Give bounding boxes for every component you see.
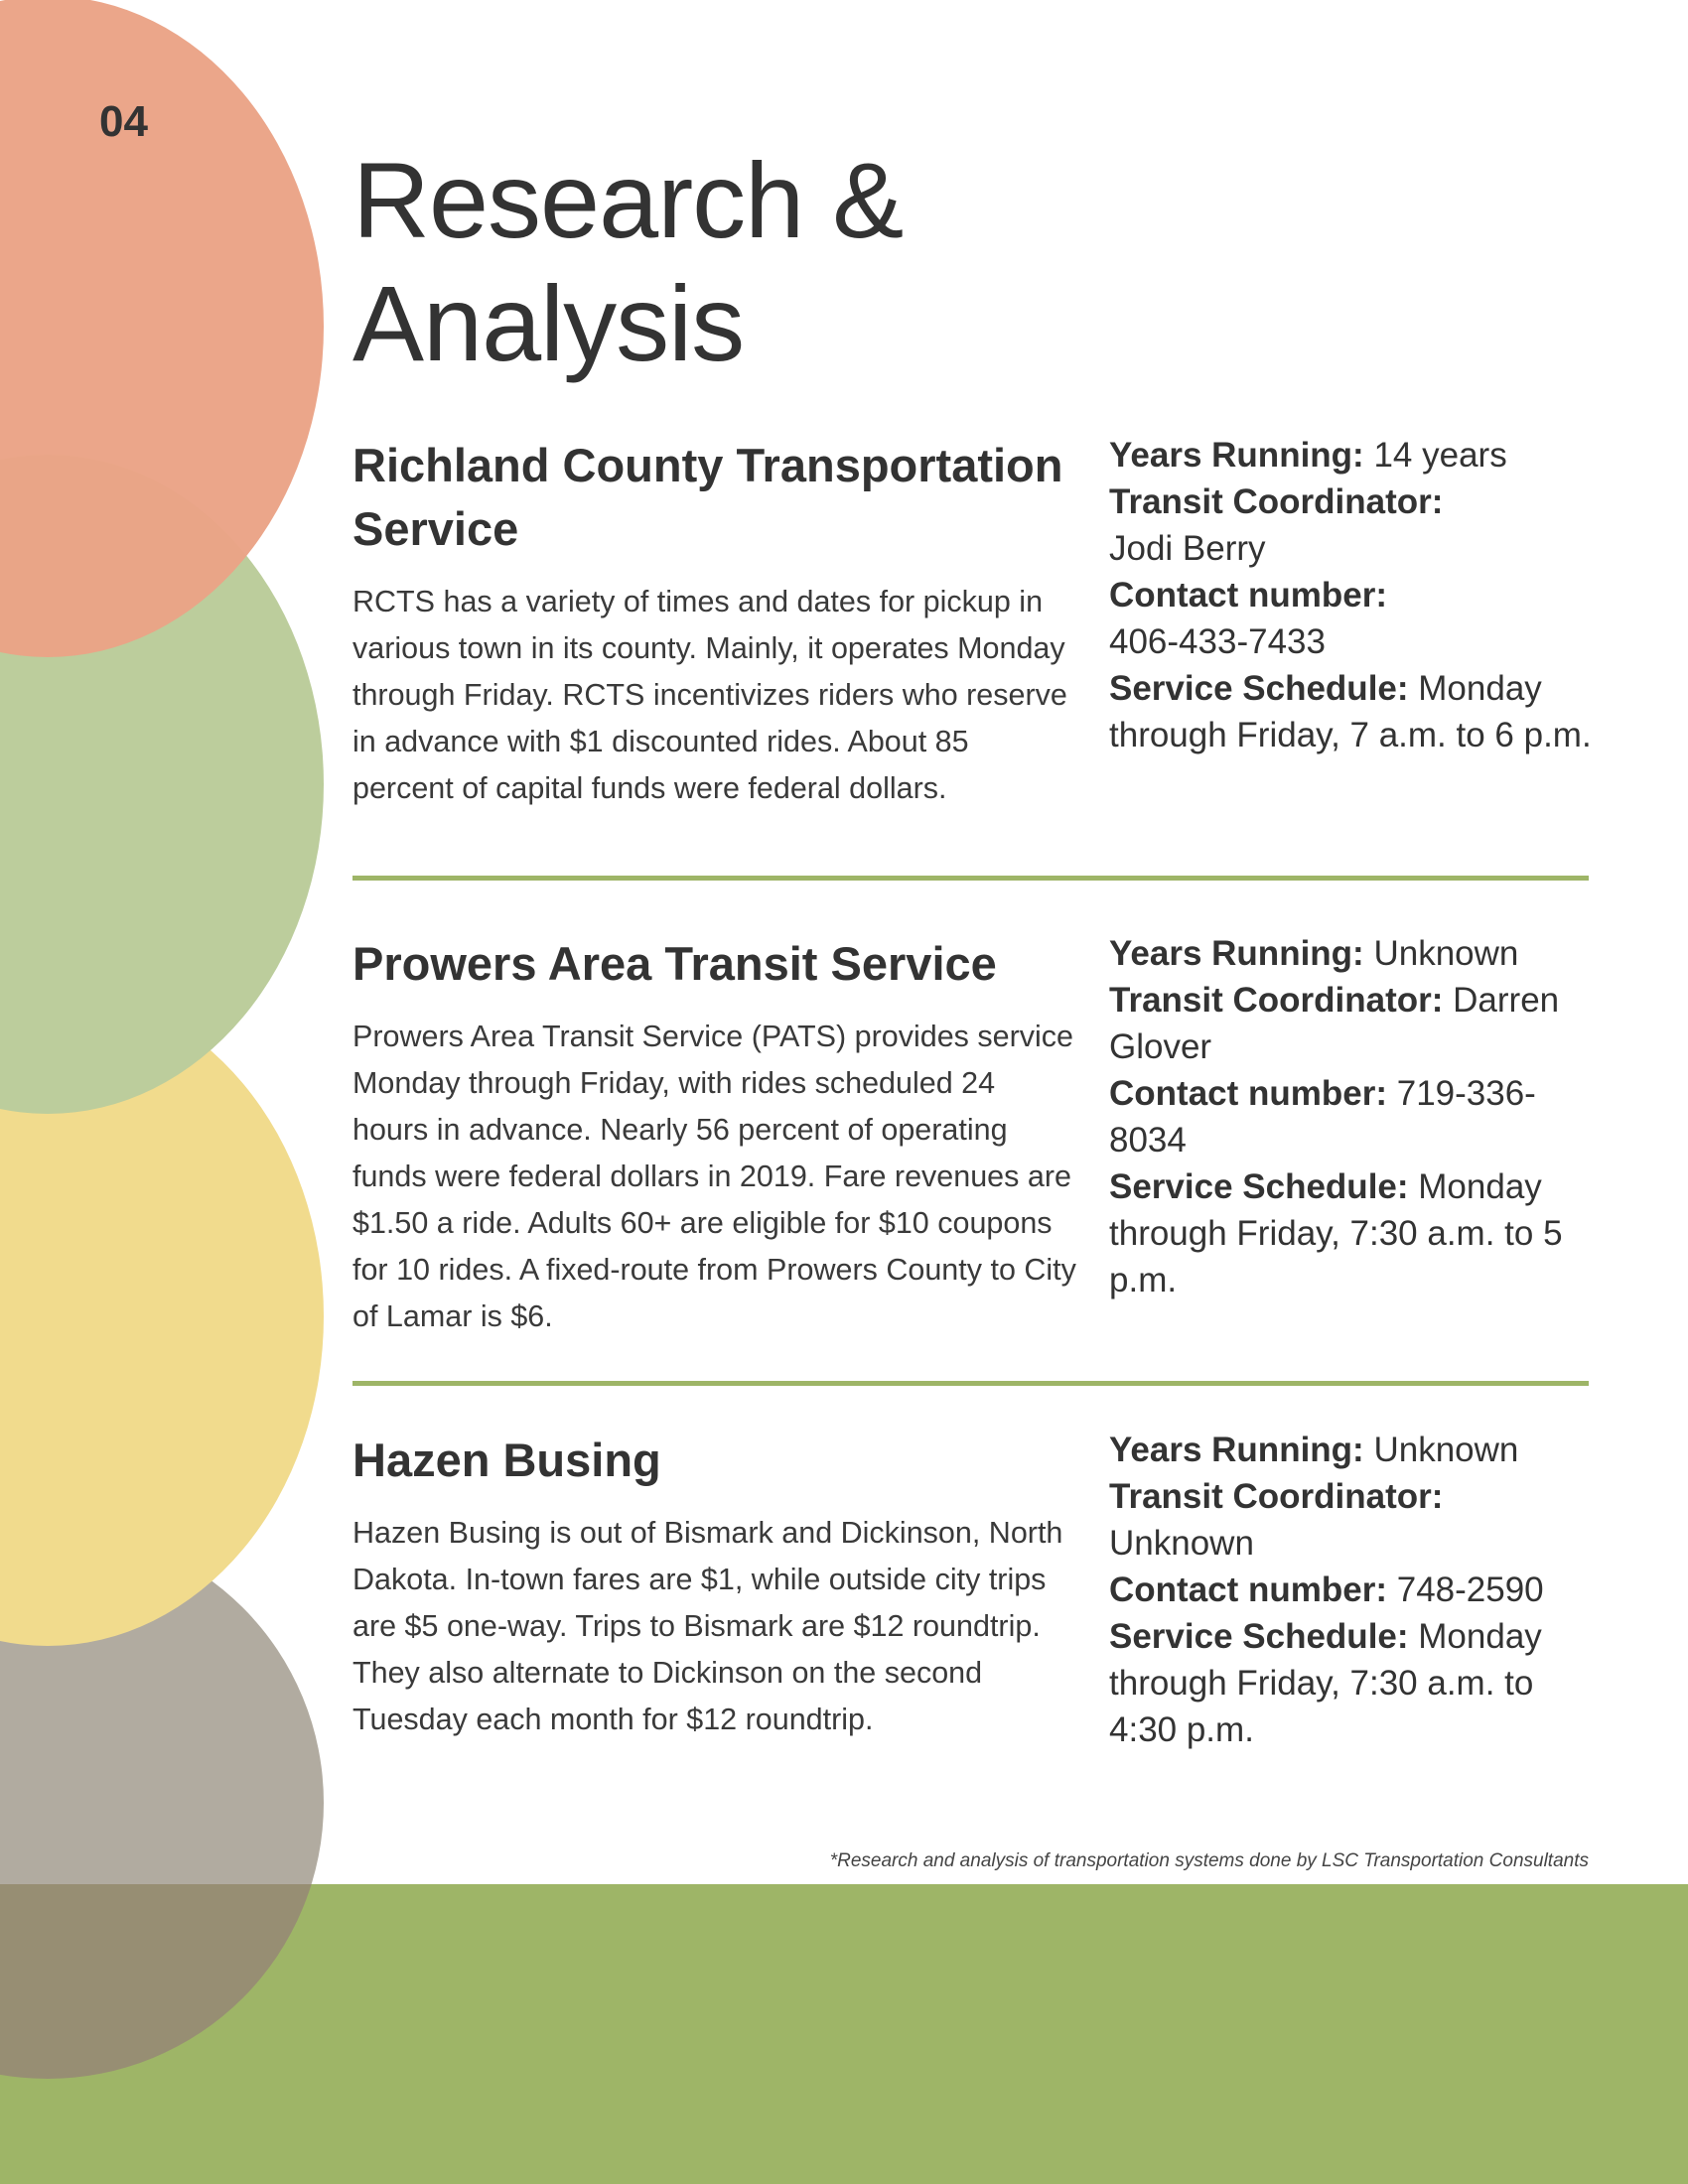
decorative-gray-overlap: [0, 1884, 324, 2184]
section-hazen-busing: [352, 1429, 1589, 1749]
transit-coordinator-value: Unknown: [1109, 1524, 1254, 1563]
section-heading: Hazen Busing: [352, 1433, 661, 1486]
transit-coordinator-label: Transit Coordinator:: [1109, 482, 1444, 521]
transit-coordinator-value: Jodi Berry: [1109, 529, 1266, 568]
section-description: RCTS has a variety of times and dates for pickup in various town in its county. Mainly, it operates Monday through Friday. RCTS incentivizes riders who reserve in advance with $1 discounted rides. About 85 percent of capital funds were federal dollars.: [352, 585, 1067, 805]
section-details: [1109, 930, 1596, 1303]
years-running-label: Years Running:: [1109, 934, 1364, 973]
page-title-line2: Analysis: [352, 263, 745, 383]
section-description: Prowers Area Transit Service (PATS) provides service Monday through Friday, with rides scheduled 24 hours in advance. Nearly 56 percent of operating funds were federal dollars in 2019. Fare revenues are $1.50 a ride. Adults 60+ are eligible for $10 coupons for 10 rides. A fixed-route from Prowers County to City of Lamar is $6.: [352, 1020, 1076, 1333]
service-schedule-value: Monday through Friday, 7:30 a.m. to 5 p.m.: [1109, 1167, 1563, 1299]
transit-coordinator-value: Darren Glover: [1109, 981, 1560, 1066]
section-heading: Prowers Area Transit Service: [352, 937, 997, 990]
contact-number-value: 406-433-7433: [1109, 622, 1326, 661]
service-schedule-value: Monday through Friday, 7:30 a.m. to 4:30 p.m.: [1109, 1617, 1542, 1749]
transit-coordinator-label: Transit Coordinator:: [1109, 981, 1444, 1020]
years-running-label: Years Running:: [1109, 436, 1364, 475]
footnote: *Research and analysis of transportation systems done by LSC Transportation Consultants: [829, 1850, 1589, 1871]
years-running-value: 14 years: [1373, 436, 1507, 475]
contact-number-value: 748-2590: [1396, 1570, 1544, 1609]
section-details: [1109, 1427, 1596, 1753]
section-divider: [352, 1381, 1589, 1386]
years-running-value: Unknown: [1373, 1431, 1519, 1469]
years-running-value: Unknown: [1373, 934, 1519, 973]
contact-number-label: Contact number:: [1109, 1570, 1387, 1609]
section-divider: [352, 876, 1589, 881]
contact-number-label: Contact number:: [1109, 1074, 1387, 1113]
section-prowers-area: [352, 932, 1589, 1340]
page-number: 04: [99, 97, 148, 146]
transit-coordinator-label: Transit Coordinator:: [1109, 1477, 1444, 1516]
section-richland-county: [352, 434, 1592, 812]
service-schedule-value: Monday through Friday, 7 a.m. to 6 p.m.: [1109, 669, 1592, 754]
section-heading: Richland County Transportation Service: [352, 439, 1063, 555]
page-title-line1: Research &: [352, 140, 904, 260]
section-details: [1109, 432, 1596, 758]
decorative-orange-circle: [0, 0, 324, 657]
contact-number-value: 719-336-8034: [1109, 1074, 1536, 1160]
section-description: Hazen Busing is out of Bismark and Dickinson, North Dakota. In-town fares are $1, while outside city trips are $5 one-way. Trips to Bismark are $12 roundtrip. They also alternate to Dickinson on the second Tuesday each month for $12 roundtrip.: [352, 1516, 1063, 1736]
page-title: [352, 139, 1246, 385]
contact-number-label: Contact number:: [1109, 576, 1387, 614]
service-schedule-label: Service Schedule:: [1109, 669, 1409, 708]
service-schedule-label: Service Schedule:: [1109, 1167, 1409, 1206]
service-schedule-label: Service Schedule:: [1109, 1617, 1409, 1656]
years-running-label: Years Running:: [1109, 1431, 1364, 1469]
